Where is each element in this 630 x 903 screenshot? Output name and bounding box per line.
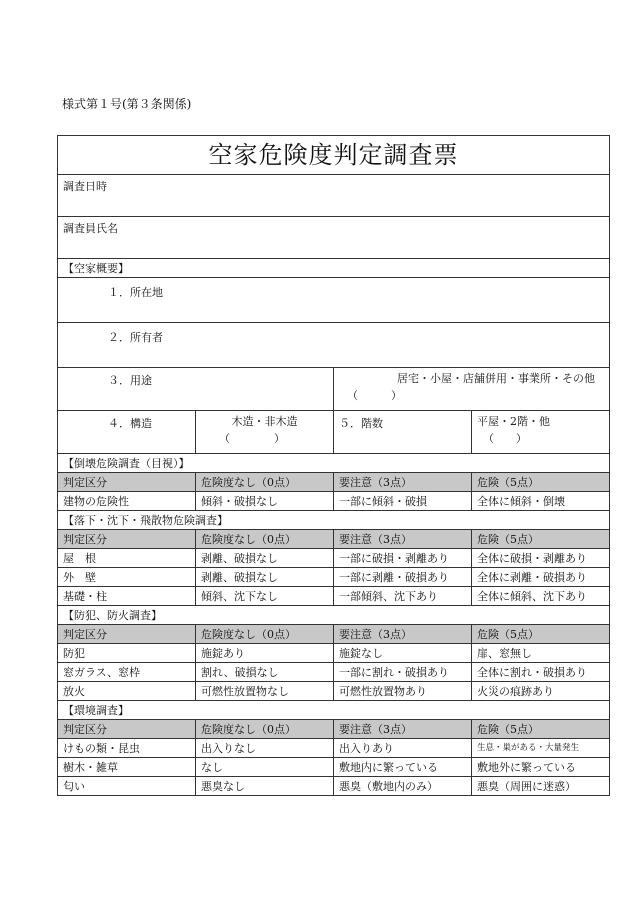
rating-cell-danger[interactable]: 全体に割れ・破損あり — [472, 663, 610, 682]
row-category: けもの類・昆虫 — [58, 739, 196, 758]
column-header-caution: 要注意（3点） — [334, 720, 472, 739]
usage-label: ３．用途 — [58, 368, 334, 411]
floors-options[interactable] — [472, 411, 610, 454]
rating-cell-none[interactable]: 出入りなし — [196, 739, 334, 758]
table-row — [58, 777, 610, 796]
survey-sheet — [57, 135, 610, 796]
survey-date-field[interactable] — [58, 175, 610, 217]
form-number-label: 様式第１号(第３条関係) — [62, 97, 192, 111]
row-category: 防犯 — [58, 644, 196, 663]
rating-cell-none[interactable]: 可燃性放置物なし — [196, 682, 334, 701]
structure-paren: （ ） — [219, 432, 285, 445]
column-header-danger: 危険（5点） — [472, 720, 610, 739]
section-heading: 【環境調査】 — [58, 701, 610, 720]
column-header-none: 危険度なし（0点） — [196, 625, 334, 644]
rating-cell-none[interactable]: 傾斜、沈下なし — [196, 587, 334, 606]
column-header-none: 危険度なし（0点） — [196, 473, 334, 492]
location-field[interactable] — [58, 278, 610, 323]
row-category: 外 壁 — [58, 568, 196, 587]
rating-cell-danger[interactable]: 火災の痕跡あり — [472, 682, 610, 701]
rating-cell-caution[interactable]: 一部傾斜、沈下あり — [334, 587, 472, 606]
rating-cell-caution[interactable]: 可燃性放置物あり — [334, 682, 472, 701]
rating-cell-none[interactable]: 傾斜・破損なし — [196, 492, 334, 511]
structure-options-text: 木造・非木造 — [231, 415, 298, 428]
column-header-caution: 要注意（3点） — [334, 625, 472, 644]
row-category: 放火 — [58, 682, 196, 701]
column-header-none: 危険度なし（0点） — [196, 530, 334, 549]
section-heading: 【倒壊危険調査（目視）】 — [58, 454, 610, 473]
table-row — [58, 549, 610, 568]
rating-cell-none[interactable]: なし — [196, 758, 334, 777]
page-title: 空家危険度判定調査票 — [58, 136, 610, 175]
section-heading: 【防犯、防火調査】 — [58, 606, 610, 625]
row-category: 建物の危険性 — [58, 492, 196, 511]
rating-cell-caution[interactable]: 悪臭（敷地内のみ） — [334, 777, 472, 796]
table-row — [58, 663, 610, 682]
usage-options-text: 居宅・小屋・店舗併用・事業所・その他 — [397, 372, 595, 385]
rating-cell-danger[interactable]: 悪臭（周囲に迷惑） — [472, 777, 610, 796]
rating-cell-danger[interactable]: 扉、窓無し — [472, 644, 610, 663]
rating-cell-danger[interactable]: 全体に剥離・破損あり — [472, 568, 610, 587]
column-header-category: 判定区分 — [58, 625, 196, 644]
table-row — [58, 682, 610, 701]
row-category: 匂い — [58, 777, 196, 796]
rating-cell-danger[interactable]: 生息・巣がある・大量発生 — [472, 739, 610, 758]
location-label: １．所在地 — [108, 286, 163, 299]
rating-cell-danger[interactable]: 全体に傾斜、沈下あり — [472, 587, 610, 606]
rating-cell-caution[interactable]: 一部に割れ・破損あり — [334, 663, 472, 682]
rating-cell-danger[interactable]: 全体に破損・剥離あり — [472, 549, 610, 568]
column-header-category: 判定区分 — [58, 720, 196, 739]
survey-date-label: 調査日時 — [63, 180, 107, 193]
rating-cell-caution[interactable]: 一部に傾斜・破損 — [334, 492, 472, 511]
floors-options-text: 平屋・2階・他 — [477, 415, 550, 428]
column-header-none: 危険度なし（0点） — [196, 720, 334, 739]
structure-options[interactable] — [196, 411, 334, 454]
rating-cell-none[interactable]: 悪臭なし — [196, 777, 334, 796]
row-category: 樹木・雑草 — [58, 758, 196, 777]
column-header-caution: 要注意（3点） — [334, 530, 472, 549]
owner-label: ２．所有者 — [108, 331, 163, 344]
rating-cell-none[interactable]: 剥離、破損なし — [196, 568, 334, 587]
rating-cell-caution[interactable]: 敷地内に繁っている — [334, 758, 472, 777]
column-header-danger: 危険（5点） — [472, 625, 610, 644]
floors-paren: （ ） — [483, 432, 527, 445]
floors-label: ５．階数 — [334, 411, 472, 454]
section-heading: 【落下・沈下・飛散物危険調査】 — [58, 511, 610, 530]
column-header-caution: 要注意（3点） — [334, 473, 472, 492]
section-heading-overview: 【空家概要】 — [58, 259, 610, 278]
row-category: 窓ガラス、窓枠 — [58, 663, 196, 682]
rating-cell-danger[interactable]: 敷地外に繁っている — [472, 758, 610, 777]
rating-cell-danger[interactable]: 全体に傾斜・倒壊 — [472, 492, 610, 511]
surveyor-name-field[interactable] — [58, 217, 610, 259]
rating-cell-caution[interactable]: 出入りあり — [334, 739, 472, 758]
table-row — [58, 568, 610, 587]
rating-cell-caution[interactable]: 施錠なし — [334, 644, 472, 663]
rating-cell-none[interactable]: 剥離、破損なし — [196, 549, 334, 568]
table-row — [58, 644, 610, 663]
column-header-danger: 危険（5点） — [472, 473, 610, 492]
usage-other-paren: （ ） — [347, 389, 402, 402]
row-category: 基礎・柱 — [58, 587, 196, 606]
column-header-category: 判定区分 — [58, 473, 196, 492]
surveyor-name-label: 調査員氏名 — [63, 222, 118, 235]
usage-options[interactable] — [334, 368, 610, 411]
column-header-category: 判定区分 — [58, 530, 196, 549]
rating-cell-caution[interactable]: 一部に破損・剥離あり — [334, 549, 472, 568]
rating-cell-none[interactable]: 施錠あり — [196, 644, 334, 663]
table-row — [58, 587, 610, 606]
column-header-danger: 危険（5点） — [472, 530, 610, 549]
owner-field[interactable] — [58, 323, 610, 368]
rating-cell-caution[interactable]: 一部に剥離・破損あり — [334, 568, 472, 587]
row-category: 屋 根 — [58, 549, 196, 568]
table-row — [58, 492, 610, 511]
rating-cell-none[interactable]: 割れ、破損なし — [196, 663, 334, 682]
table-row — [58, 739, 610, 758]
structure-label: ４．構造 — [58, 411, 196, 454]
table-row — [58, 758, 610, 777]
